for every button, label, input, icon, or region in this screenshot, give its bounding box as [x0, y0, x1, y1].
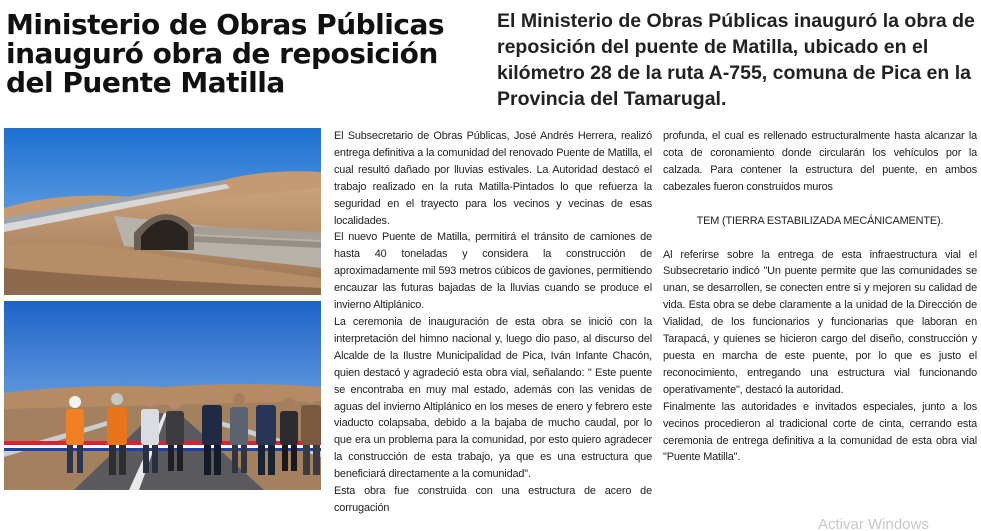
- paragraph: Al referirse sobre la entrega de esta infraestructura vial el Subsecretario indicó "Un puente permite que las comunidades se unan, se desarrollen, se conecten entre si y mejoren su calidad de vida. Esta obra se debe claramente a la unidad de la Dirección de Vialidad, de los funcionarios y funcionarias que laboran en Tarapacá, y quienes se hicieron cargo del diseño, construcción y puesta en marcha de este puente, por lo que es justo el reconocimiento, entregando una estructura vial funcionando operativamente", destacó la autoridad.: [663, 248, 977, 396]
- paragraph: Finalmente las autoridades e invitados especiales, junto a los vecinos procedieron al tradicional corte de cinta, cerrando esta ceremonia de entrega definitiva a la comunidad de esta obra vial "Puente Matilla".: [663, 400, 977, 464]
- ceremony-photo: [4, 301, 321, 490]
- paragraph: profunda, el cual es rellenado estructuralmente hasta alcanzar la cota de coronamiento donde circularán los vehículos por la calzada. Para contener la estructura del puente, en ambos cabezales fueron construidos muros: [663, 130, 977, 193]
- paragraph: El Subsecretario de Obras Públicas, José Andrés Herrera, realizó entrega definitiva a la comunidad del renovado Puente de Matilla, el cual resultó dañado por lluvias estivales. La Autoridad destacó el trabajo realizado en la ruta Matilla-Pintados lo que refuerza la seguridad en el trayecto para los vecinos y vecinas de esas localidades.: [334, 130, 652, 227]
- paragraph: TEM (TIERRA ESTABILIZADA MECÁNICAMENTE).: [696, 214, 944, 227]
- dek: El Ministerio de Obras Públicas inauguró la obra de reposición del puente de Matilla, ubicado en el kilómetro 28 de la ruta A-755, comuna de Pica en la Provincia del Tamarugal.: [497, 10, 975, 110]
- paragraph: La ceremonia de inauguración de esta obra se inició con la interpretación del himno nacional y, luego dio paso, al discurso del Alcalde de la Ilustre Municipalidad de Pica, Iván Infante Chacón, quien destacó y agradeció esta obra vial, señalando: " Este puente se encontraba en muy mal estado, además con las venidas de aguas del invierno Altiplánico en los meses de enero y febrero este viaducto colapsaba, debido a la bajaba de mucho caudal, por lo que era un problema para la comunidad, por esto quiero agradecer la construcción de esta trabajo, ya que es una estructura que beneficiará directamente a la comunidad".: [334, 315, 652, 481]
- article-column-2: [663, 128, 977, 466]
- paragraph: El nuevo Puente de Matilla, permitirá el tránsito de camiones de hasta 40 toneladas y considera la construcción de aproximadamente mil 593 metros cúbicos de gaviones, permitiendo encauzar las futuras bajadas de la lluvias cuando se produce el invierno Altiplánico.: [334, 231, 652, 312]
- headline: Ministerio de Obras Públicas inauguró obra de reposición del Puente Matilla: [6, 8, 445, 99]
- paragraph: Esta obra fue construida con una estructura de acero de corrugación: [334, 485, 652, 514]
- article-column-1: [334, 128, 652, 517]
- windows-activation-watermark: Activar Windows: [818, 516, 929, 531]
- bridge-photo: [4, 128, 321, 295]
